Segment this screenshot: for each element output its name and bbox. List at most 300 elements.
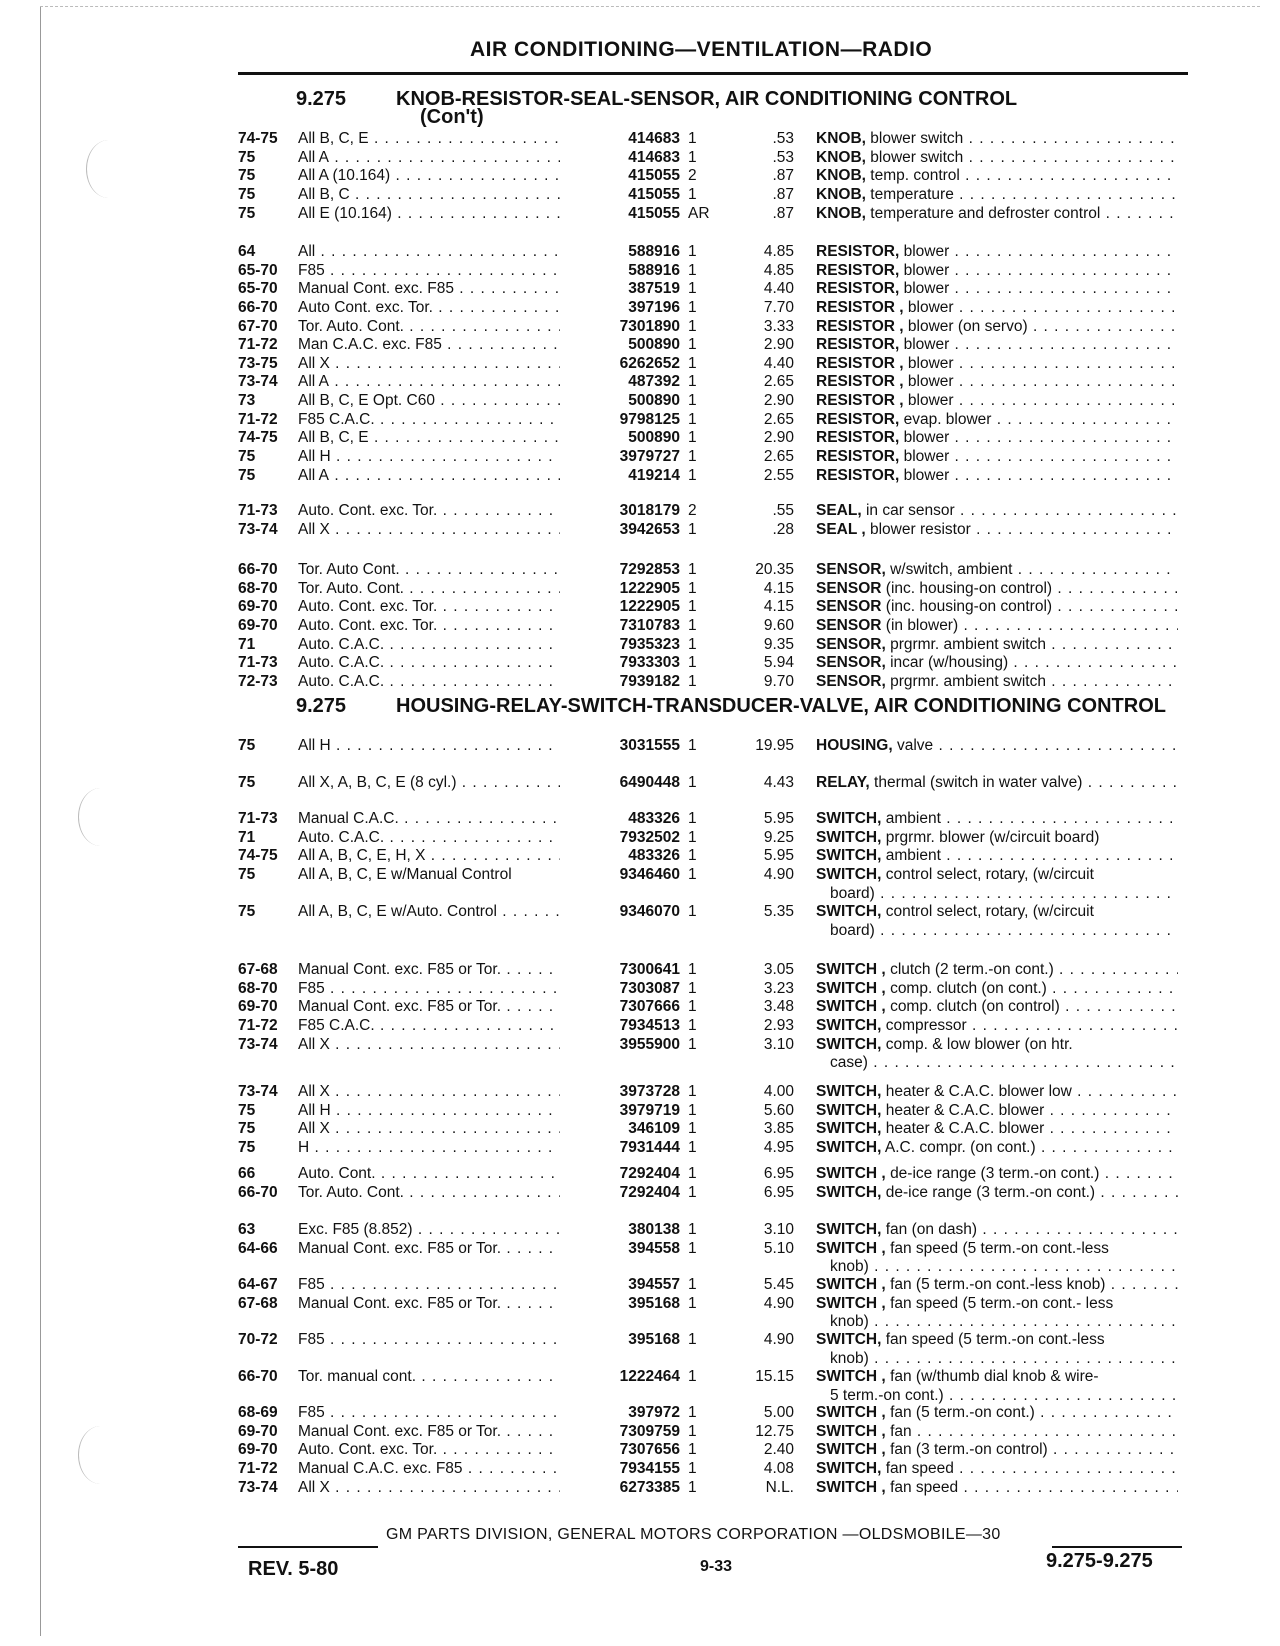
part-detail: in car sensor (865, 502, 955, 519)
price: 9.35 (763, 635, 794, 653)
part-row (0, 299, 1280, 318)
model-years: 71-72 (238, 336, 278, 354)
model-years: 75 (238, 865, 256, 883)
description (816, 1460, 1178, 1479)
quantity: 1 (688, 961, 697, 978)
application: All A . . . (298, 373, 560, 392)
part-name: RESISTOR, (816, 261, 900, 279)
part-detail: blower (907, 373, 954, 391)
part-group (0, 810, 1280, 903)
part-row (0, 580, 1280, 599)
part-detail: temperature (870, 185, 954, 203)
part-name: RESISTOR, (816, 243, 900, 260)
quantity: 1 (688, 1120, 697, 1138)
application: All B, C . . . (298, 186, 560, 205)
part-name: SWITCH, (816, 1120, 882, 1138)
part-number: 9346070 (619, 903, 680, 920)
quantity: 1 (688, 373, 697, 391)
description-continuation: 5 term.-on cont.) . . . (830, 1387, 1178, 1406)
price: .87 (772, 185, 794, 203)
description (816, 262, 1178, 281)
part-detail: comp. & low blower (on htr. (885, 1035, 1073, 1053)
part-row (0, 1165, 1280, 1184)
part-name: RESISTOR, (816, 410, 900, 428)
part-name: RESISTOR , (816, 392, 904, 410)
price: 9.60 (763, 616, 794, 634)
part-detail: fan (on dash) (885, 1221, 978, 1238)
model-years: 68-69 (238, 1404, 278, 1421)
part-name: SEAL, (816, 502, 862, 519)
application: Auto. Cont. exc. Tor. . . . (298, 617, 560, 636)
part-name: RESISTOR, (816, 429, 900, 447)
part-row (0, 1120, 1280, 1139)
part-name: SWITCH, (816, 1016, 882, 1034)
description (816, 299, 1178, 318)
model-years: 69-70 (238, 998, 278, 1016)
part-detail: fan (890, 1422, 912, 1440)
part-row (0, 1184, 1280, 1203)
part-detail: blower resistor (869, 520, 971, 538)
quantity: 1 (688, 1331, 697, 1348)
quantity: 1 (688, 737, 697, 754)
part-row (0, 980, 1280, 999)
description (816, 998, 1178, 1017)
part-group (0, 1221, 1280, 1277)
part-group (0, 561, 1280, 691)
part-number: 1222905 (619, 598, 680, 616)
part-detail: fan speed (885, 1459, 954, 1477)
quantity: 1 (688, 598, 697, 616)
part-detail: fan speed (5 term.-on cont.-less (890, 1239, 1109, 1257)
price: 6.95 (763, 1165, 794, 1182)
price: .53 (772, 148, 794, 166)
part-name: KNOB, (816, 204, 866, 222)
description (816, 205, 1178, 224)
quantity: 1 (688, 1294, 697, 1312)
quantity: 1 (688, 448, 697, 466)
part-name: SWITCH , (816, 1422, 886, 1440)
quantity: 1 (688, 1239, 697, 1257)
application: F85 . . . (298, 980, 560, 999)
application: All E (10.164) . . . (298, 205, 560, 224)
model-years: 75 (238, 466, 256, 484)
part-detail: de-ice range (3 term.-on cont.) (890, 1165, 1100, 1182)
part-detail: heater & C.A.C. blower low (885, 1083, 1072, 1100)
price: 2.90 (763, 429, 794, 447)
page-edge-top (40, 6, 1260, 7)
quantity: 1 (688, 392, 697, 410)
part-row (0, 617, 1280, 636)
application: F85 . . . (298, 1276, 560, 1295)
description (816, 355, 1178, 374)
price: 4.85 (763, 243, 794, 260)
part-row-continuation (0, 885, 1280, 904)
part-number: 7932502 (619, 828, 680, 846)
application: Manual Cont. exc. F85 . . . (298, 280, 560, 299)
model-years: 75 (238, 167, 256, 185)
price: 4.15 (763, 598, 794, 616)
description (816, 1295, 1178, 1314)
application: Exc. F85 (8.852) . . . (298, 1221, 560, 1240)
part-name: SENSOR, (816, 672, 886, 690)
part-row (0, 598, 1280, 617)
part-detail: fan (3 term.-on control) (890, 1441, 1048, 1459)
price: 2.93 (763, 1016, 794, 1034)
quantity: 1 (688, 1441, 697, 1459)
quantity: 1 (688, 1165, 697, 1182)
model-years: 67-70 (238, 317, 278, 335)
part-name: HOUSING, (816, 737, 893, 754)
quantity: 2 (688, 502, 697, 519)
price: 3.05 (763, 961, 794, 978)
part-detail: fan (5 term.-on cont.-less knob) (890, 1276, 1106, 1293)
description (816, 673, 1178, 692)
application: All B, C, E . . . (298, 429, 560, 448)
part-row (0, 636, 1280, 655)
model-years: 71-72 (238, 1016, 278, 1034)
application: Auto. Cont. exc. Tor. . . . (298, 502, 560, 521)
description (816, 502, 1178, 521)
part-number: 7934513 (619, 1016, 680, 1034)
part-detail: fan (5 term.-on cont.) (890, 1404, 1035, 1421)
part-row (0, 502, 1280, 521)
part-detail: prgrmr. blower (w/circuit board) (885, 828, 1100, 846)
quantity: 1 (688, 654, 697, 672)
part-number: 7934155 (619, 1459, 680, 1477)
part-row (0, 1460, 1280, 1479)
part-detail: blower (903, 280, 950, 298)
description (816, 130, 1178, 149)
part-detail: de-ice range (3 term.-on cont.) (885, 1183, 1096, 1201)
part-detail: fan speed (890, 1478, 959, 1496)
application: Tor. Auto. Cont. . . . (298, 318, 560, 337)
application: All B, C, E . . . (298, 130, 560, 149)
description (816, 866, 1178, 885)
part-detail: ambient (885, 847, 941, 865)
part-name: SENSOR (816, 579, 882, 597)
application: F85 . . . (298, 1404, 560, 1423)
part-number: 346109 (628, 1120, 680, 1138)
part-name: RESISTOR , (816, 373, 904, 391)
part-detail: clutch (2 term.-on cont.) (890, 961, 1054, 978)
price: 7.70 (763, 298, 794, 316)
quantity: 1 (688, 1478, 697, 1496)
model-years: 65-70 (238, 280, 278, 298)
price: 3.10 (763, 1035, 794, 1053)
description (816, 243, 1178, 262)
model-years: 75 (238, 448, 256, 466)
part-number: 6262652 (619, 354, 680, 372)
price: N.L. (765, 1478, 794, 1496)
model-years: 75 (238, 148, 256, 166)
part-detail: blower switch (870, 130, 964, 147)
description (816, 903, 1178, 922)
quantity: AR (688, 204, 710, 222)
part-name: SENSOR, (816, 561, 886, 578)
part-group (0, 1276, 1280, 1332)
part-group (0, 1165, 1280, 1202)
price: 3.23 (763, 979, 794, 997)
model-years: 69-70 (238, 1422, 278, 1440)
part-row (0, 961, 1280, 980)
quantity: 1 (688, 1101, 697, 1119)
part-name: SWITCH , (816, 1404, 886, 1421)
model-years: 63 (238, 1221, 256, 1238)
part-row (0, 243, 1280, 262)
model-years: 67-68 (238, 1294, 278, 1312)
quantity: 1 (688, 865, 697, 883)
part-number: 9798125 (619, 410, 680, 428)
part-number: 9346460 (619, 865, 680, 883)
price: 5.95 (763, 847, 794, 865)
part-row (0, 1221, 1280, 1240)
part-row (0, 673, 1280, 692)
part-detail: fan speed (5 term.-on cont.- less (890, 1294, 1114, 1312)
part-number: 7307666 (619, 998, 680, 1016)
model-years: 71-73 (238, 654, 278, 672)
quantity: 1 (688, 354, 697, 372)
part-row (0, 829, 1280, 848)
part-name: SWITCH, (816, 1083, 882, 1100)
part-name: SWITCH, (816, 1331, 882, 1348)
price: 2.65 (763, 410, 794, 428)
application: Man C.A.C. exc. F85 . . . (298, 336, 560, 355)
description (816, 429, 1178, 448)
part-number: 414683 (628, 148, 680, 166)
part-row (0, 654, 1280, 673)
model-years: 71-73 (238, 810, 278, 827)
application: Auto. Cont. . . . (298, 1165, 560, 1184)
price: 3.85 (763, 1120, 794, 1138)
model-years: 73-75 (238, 354, 278, 372)
model-years: 73 (238, 392, 256, 410)
model-years: 74-75 (238, 429, 278, 447)
description (816, 1331, 1178, 1350)
application: Manual Cont. exc. F85 or Tor. . . . (298, 1240, 560, 1259)
part-number: 483326 (628, 847, 680, 865)
part-name: RESISTOR, (816, 336, 900, 354)
quantity: 1 (688, 1368, 697, 1385)
quantity: 1 (688, 635, 697, 653)
model-years: 71-72 (238, 410, 278, 428)
part-row (0, 1295, 1280, 1314)
part-group (0, 1404, 1280, 1497)
quantity: 1 (688, 998, 697, 1016)
part-number: 380138 (628, 1221, 680, 1238)
quantity: 1 (688, 561, 697, 578)
part-detail: prgrmr. ambient switch (890, 635, 1046, 653)
quantity: 1 (688, 410, 697, 428)
description (816, 737, 1178, 756)
section-range: 9.275-9.275 (1046, 1550, 1153, 1572)
part-row (0, 392, 1280, 411)
price: 5.95 (763, 810, 794, 827)
description (816, 373, 1178, 392)
price: 5.00 (763, 1404, 794, 1421)
application: Auto. C.A.C. . . . (298, 829, 560, 848)
part-row-continuation (0, 1258, 1280, 1277)
part-row (0, 903, 1280, 922)
part-group (0, 130, 1280, 223)
part-detail: blower (907, 392, 954, 410)
quantity: 1 (688, 1083, 697, 1100)
application: All A, B, C, E w/Manual Control (298, 865, 512, 883)
part-detail: heater & C.A.C. blower (885, 1120, 1045, 1138)
part-name: SENSOR, (816, 635, 886, 653)
part-detail: temperature and defroster control (870, 204, 1101, 222)
description (816, 411, 1178, 430)
part-row-continuation (0, 1387, 1280, 1406)
quantity: 1 (688, 317, 697, 335)
quantity: 1 (688, 466, 697, 484)
quantity: 1 (688, 336, 697, 354)
part-group (0, 903, 1280, 940)
part-row (0, 1139, 1280, 1158)
description (816, 980, 1178, 999)
model-years: 66-70 (238, 298, 278, 316)
description (816, 961, 1178, 980)
model-years: 75 (238, 737, 256, 754)
part-row (0, 1240, 1280, 1259)
part-name: SEAL , (816, 520, 866, 538)
model-years: 69-70 (238, 616, 278, 634)
part-number: 395168 (628, 1294, 680, 1312)
part-row (0, 1404, 1280, 1423)
price: 5.94 (763, 654, 794, 672)
part-row (0, 355, 1280, 374)
model-years: 70-72 (238, 1331, 278, 1348)
description (816, 1240, 1178, 1259)
quantity: 1 (688, 429, 697, 447)
part-row (0, 810, 1280, 829)
quantity: 1 (688, 774, 697, 791)
application: Tor. Auto. Cont. . . . (298, 580, 560, 599)
price: 4.15 (763, 579, 794, 597)
price: 5.35 (763, 903, 794, 920)
model-years: 73-74 (238, 1083, 278, 1100)
part-number: 483326 (628, 810, 680, 827)
description (816, 336, 1178, 355)
application: Auto. C.A.C. . . . (298, 673, 560, 692)
price: 20.35 (755, 561, 794, 578)
application: All X . . . (298, 355, 560, 374)
model-years: 68-70 (238, 979, 278, 997)
part-name: SWITCH , (816, 1165, 886, 1182)
quantity: 1 (688, 616, 697, 634)
part-name: SWITCH , (816, 979, 886, 997)
application: Tor. Auto. Cont. . . . (298, 1184, 560, 1203)
part-row (0, 1441, 1280, 1460)
part-detail: (inc. housing-on control) (885, 598, 1053, 616)
part-number: 7300641 (619, 961, 680, 978)
part-number: 1222464 (619, 1368, 680, 1385)
part-group (0, 243, 1280, 485)
section-title: HOUSING-RELAY-SWITCH-TRANSDUCER-VALVE, AIR CONDITIONING CONTROL (396, 695, 1166, 717)
description (816, 1479, 1178, 1498)
part-name: RESISTOR, (816, 466, 900, 484)
application: All A . . . (298, 467, 560, 486)
part-name: RESISTOR , (816, 298, 904, 316)
part-number: 419214 (628, 466, 680, 484)
part-row (0, 318, 1280, 337)
description (816, 1423, 1178, 1442)
description (816, 521, 1178, 540)
part-detail: control select, rotary, (w/circuit (885, 865, 1094, 883)
part-detail: compressor (885, 1016, 967, 1034)
description (816, 186, 1178, 205)
price: 2.55 (763, 466, 794, 484)
description (816, 1441, 1178, 1460)
part-name: SWITCH, (816, 903, 882, 920)
part-group (0, 961, 1280, 1073)
model-years: 75 (238, 1138, 256, 1156)
section-subtitle: (Con't) (420, 106, 484, 128)
description-continuation: knob) . . . (830, 1313, 1178, 1332)
model-years: 67-68 (238, 961, 278, 978)
part-name: SWITCH, (816, 828, 882, 846)
part-detail: blower (903, 429, 950, 447)
running-head: AIR CONDITIONING—VENTILATION—RADIO (470, 38, 933, 61)
price: 6.95 (763, 1183, 794, 1201)
page-number: 9-33 (700, 1558, 733, 1575)
model-years: 64-66 (238, 1239, 278, 1257)
footer-corporation: GM PARTS DIVISION, GENERAL MOTORS CORPORATION —OLDSMOBILE—30 (386, 1526, 1001, 1543)
application: Auto Cont. exc. Tor. . . . (298, 299, 560, 318)
part-number: 397972 (628, 1404, 680, 1421)
part-number: 588916 (628, 261, 680, 279)
part-row (0, 1083, 1280, 1102)
quantity: 1 (688, 280, 697, 298)
part-row (0, 429, 1280, 448)
part-number: 415055 (628, 167, 680, 185)
part-name: KNOB, (816, 130, 866, 147)
price: 2.65 (763, 448, 794, 466)
description (816, 1165, 1178, 1184)
part-detail: heater & C.A.C. blower (885, 1101, 1045, 1119)
model-years: 72-73 (238, 672, 278, 690)
part-row (0, 1331, 1280, 1350)
application: Auto. Cont. exc. Tor. . . . (298, 1441, 560, 1460)
quantity: 1 (688, 520, 697, 538)
description-continuation: knob) . . . (830, 1350, 1178, 1369)
part-detail: prgrmr. ambient switch (890, 672, 1046, 690)
part-row-continuation (0, 1313, 1280, 1332)
part-detail: (in blower) (885, 616, 959, 634)
part-number: 6273385 (619, 1478, 680, 1496)
part-row (0, 1479, 1280, 1498)
part-number: 487392 (628, 373, 680, 391)
part-row (0, 336, 1280, 355)
part-group (0, 774, 1280, 793)
part-number: 3955900 (619, 1035, 680, 1053)
part-name: SENSOR (816, 616, 882, 634)
price: 4.85 (763, 261, 794, 279)
part-detail: comp. clutch (on cont.) (890, 979, 1047, 997)
part-row (0, 866, 1280, 885)
part-name: SWITCH , (816, 1276, 886, 1293)
part-name: SWITCH, (816, 865, 882, 883)
quantity: 1 (688, 1459, 697, 1477)
part-row (0, 1017, 1280, 1036)
model-years: 75 (238, 1101, 256, 1119)
application: Manual C.A.C. . . . (298, 810, 560, 829)
part-name: SWITCH , (816, 1294, 886, 1312)
price: 9.25 (763, 828, 794, 846)
description (816, 580, 1178, 599)
part-row (0, 205, 1280, 224)
price: 4.90 (763, 1294, 794, 1312)
price: 5.45 (763, 1276, 794, 1293)
